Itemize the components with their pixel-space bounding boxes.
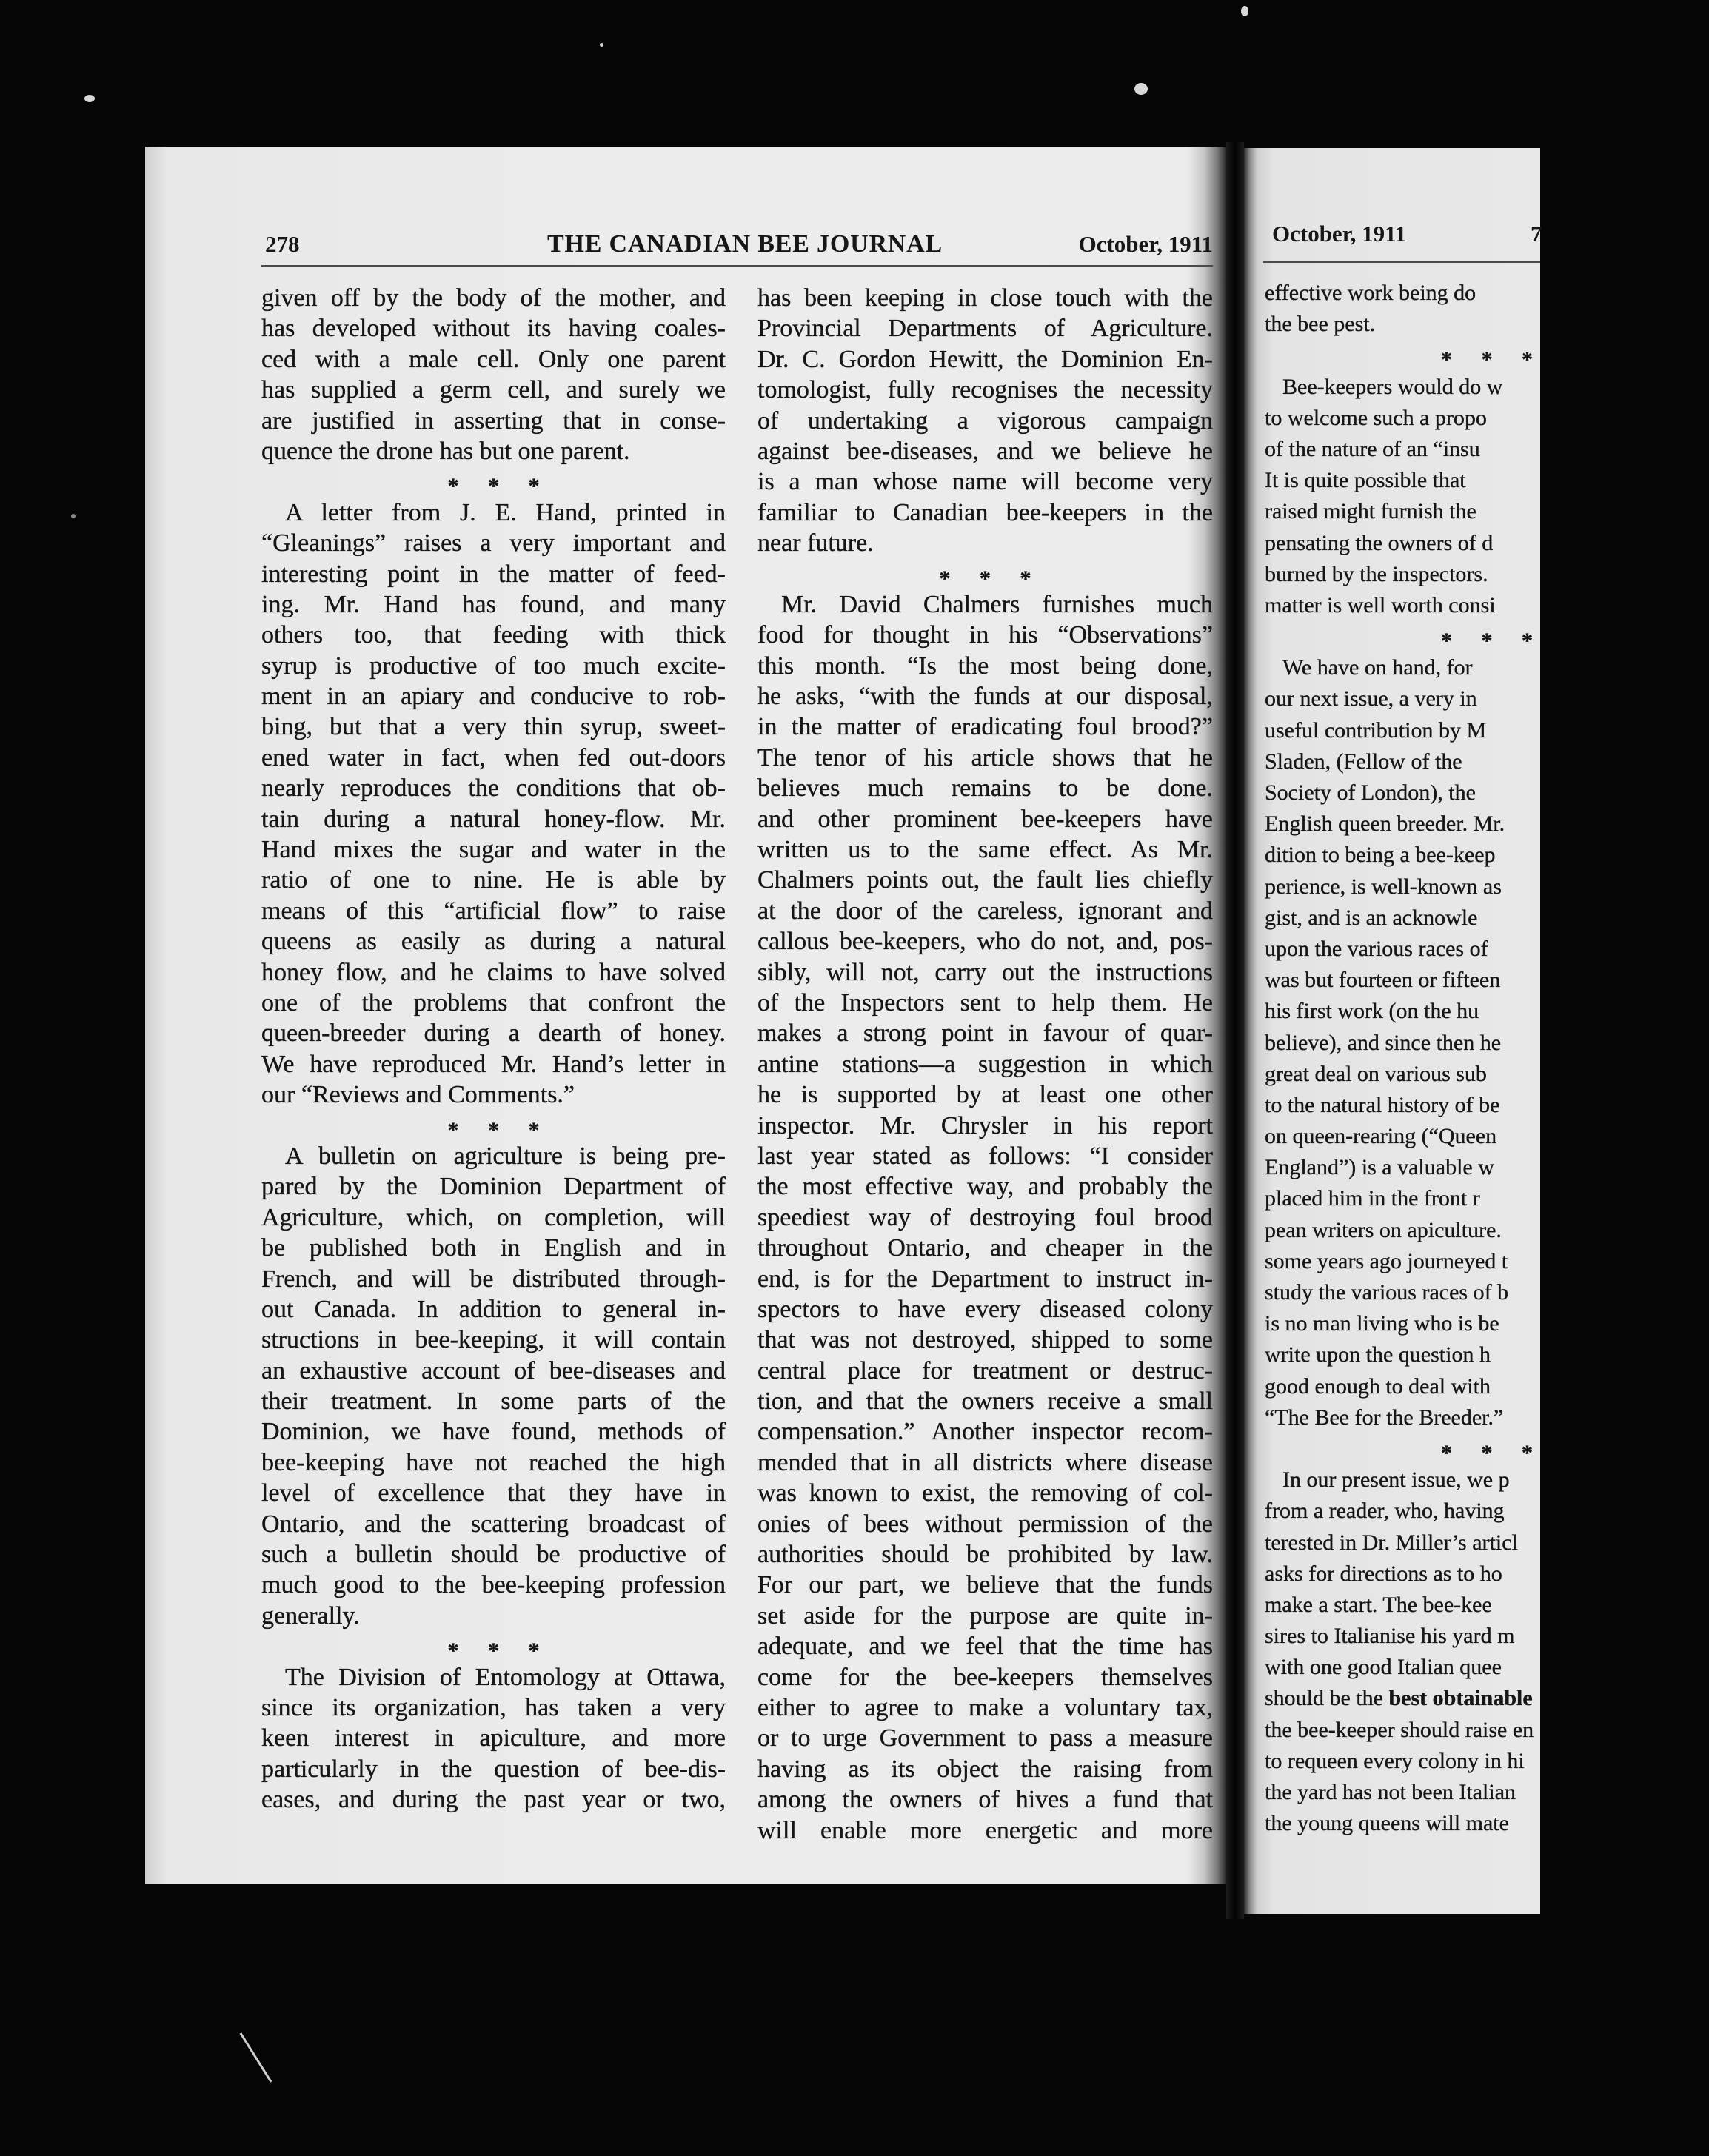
text-column-right <box>757 283 1213 1846</box>
text-line: useful contribution by M <box>1265 717 1487 743</box>
text-line: having as its object the raising from <box>757 1755 1213 1783</box>
text-line: nearly reproduces the conditions that ob- <box>261 774 726 803</box>
text-line: is a man whose name will become very <box>757 468 1213 496</box>
text-line: he asks, “with the funds at our disposal, <box>757 683 1213 711</box>
scan-speck <box>1241 6 1248 16</box>
text-line: antine stations—a suggestion in which <box>757 1050 1213 1078</box>
text-line: write upon the question h <box>1265 1342 1491 1367</box>
text-line: placed him in the front r <box>1265 1186 1480 1211</box>
text-line: Agriculture, which, on completion, will <box>261 1203 726 1231</box>
text-line: much good to the bee-keeping profession <box>261 1571 726 1599</box>
text-line: has developed without its having coales- <box>261 315 726 343</box>
text-line: at the door of the careless, ignorant and <box>757 897 1213 925</box>
left-page <box>145 147 1226 1884</box>
text-line: of undertaking a vigorous campaign <box>757 406 1213 435</box>
text-line: raised might furnish the <box>1265 499 1476 524</box>
text-line: one of the problems that confront the <box>261 988 726 1017</box>
text-line: Dr. C. Gordon Hewitt, the Dominion En- <box>757 345 1213 373</box>
text-line: The tenor of his article shows that he <box>757 743 1213 771</box>
text-line: ratio of one to nine. He is able by <box>261 866 726 894</box>
scan-speck <box>71 514 76 518</box>
text-line: Society of London), the <box>1265 780 1476 805</box>
right-page <box>1244 148 1540 1914</box>
paragraph <box>757 589 1213 1846</box>
text-line: sibly, will not, carry out the instructions <box>757 958 1213 986</box>
paragraph <box>1265 1464 1709 1839</box>
text-line: of the Inspectors sent to help them. He <box>757 988 1213 1017</box>
text-line: bee-keeping have not reached the high <box>261 1448 726 1476</box>
text-line: given off by the body of the mother, and <box>261 284 726 312</box>
text-line: In our present issue, we p <box>1282 1467 1510 1493</box>
text-line: particularly in the question of bee-dis- <box>261 1755 726 1783</box>
text-line: ced with a male cell. Only one parent <box>261 345 726 373</box>
text-line: eases, and during the past year or two, <box>261 1786 726 1814</box>
text-line: tomologist, fully recognises the necessity <box>757 376 1213 404</box>
text-line: such a bulletin should be productive of <box>261 1541 726 1569</box>
text-line: our next issue, a very in <box>1265 686 1477 712</box>
text-line: believes much remains to be done. <box>757 774 1213 803</box>
text-line: sires to Italianise his yard m <box>1265 1624 1515 1649</box>
text-line: For our part, we believe that the funds <box>757 1571 1213 1599</box>
text-line: inspector. Mr. Chrysler in his report <box>757 1111 1213 1139</box>
text-line: believe), and since then he <box>1265 1030 1502 1055</box>
text-line: end, is for the Department to instruct in- <box>757 1265 1213 1293</box>
text-line: on queen-rearing (“Queen <box>1265 1124 1497 1149</box>
text-line: upon the various races of <box>1265 936 1488 961</box>
text-line: speediest way of destroying foul brood <box>757 1203 1213 1231</box>
text-column-partial <box>1265 278 1709 1839</box>
text-line: It is quite possible that <box>1265 468 1466 493</box>
text-line: “Gleanings” raises a very important and <box>261 529 726 558</box>
section-separator: * * * <box>447 1638 540 1664</box>
text-line: the most effective way, and probably the <box>757 1173 1213 1201</box>
text-line: England”) is a valuable w <box>1265 1155 1494 1180</box>
section-separator: * * * <box>1441 347 1533 372</box>
text-line: French, and will be distributed through- <box>261 1265 726 1293</box>
scan-scratch <box>240 2032 272 2083</box>
text-line <box>1265 1683 1709 1714</box>
text-line: will enable more energetic and more <box>757 1816 1213 1844</box>
text-line: keen interest in apiculture, and more <box>261 1724 726 1752</box>
text-line: others too, that feeding with thick <box>261 621 726 649</box>
text-line: near future. <box>757 529 874 558</box>
scan-speck <box>1134 83 1148 95</box>
text-line: is no man living who is be <box>1265 1311 1499 1336</box>
text-line: bing, but that a very thin syrup, sweet- <box>261 713 726 741</box>
text-line: makes a strong point in favour of quar- <box>757 1020 1213 1048</box>
text-line: Provincial Departments of Agriculture. <box>757 315 1213 343</box>
section-separator: * * * <box>447 1117 540 1142</box>
text-line: terested in Dr. Miller’s articl <box>1265 1530 1518 1555</box>
text-line: the bee-keeper should raise en <box>1265 1717 1534 1742</box>
text-line: We have on hand, for <box>1282 655 1473 680</box>
text-line: Mr. David Chalmers furnishes much <box>781 590 1213 618</box>
issue-date: October, 1911 <box>1272 221 1407 247</box>
journal-title: THE CANADIAN BEE JOURNAL <box>547 230 943 258</box>
text-line: study the various races of b <box>1265 1280 1509 1305</box>
text-line: A bulletin on agriculture is being pre- <box>285 1142 726 1170</box>
text-line: structions in bee-keeping, it will contain <box>261 1326 726 1354</box>
text-run: should be the <box>1265 1686 1389 1711</box>
text-line: spectors to have every diseased colony <box>757 1295 1213 1323</box>
text-line: callous bee-keepers, who do not, and, pos- <box>757 928 1213 956</box>
text-line: tain during a natural honey-flow. Mr. <box>261 805 726 833</box>
text-line: or to urge Government to pass a measure <box>757 1724 1213 1752</box>
paragraph <box>1265 652 1709 1433</box>
text-line: queens as easily as during a natural <box>261 928 726 956</box>
text-line: some years ago journeyed t <box>1265 1248 1508 1273</box>
bold-phrase: best obtainable <box>1388 1686 1533 1711</box>
text-line: interesting point in the matter of feed- <box>261 560 726 588</box>
text-line: come for the bee-keepers themselves <box>757 1663 1213 1691</box>
section-separator: * * * <box>1441 629 1533 654</box>
text-line: was but fourteen or fifteen <box>1265 968 1501 993</box>
text-line: this month. “Is the most being done, <box>757 652 1213 680</box>
text-line: asks for directions as to ho <box>1265 1561 1502 1586</box>
text-line: to requeen every colony in hi <box>1265 1748 1525 1773</box>
text-line: the bee pest. <box>1265 312 1376 337</box>
text-line: food for thought in his “Observations” <box>757 621 1213 649</box>
scan-speck <box>600 43 603 47</box>
text-line: that was not destroyed, shipped to some <box>757 1326 1213 1354</box>
text-line: A letter from J. E. Hand, printed in <box>285 498 726 526</box>
header-rule <box>261 265 1213 267</box>
text-line: pared by the Dominion Department of <box>261 1173 726 1201</box>
text-line: adequate, and we feel that the time has <box>757 1633 1213 1661</box>
text-line: syrup is productive of too much excite- <box>261 652 726 680</box>
text-line: be published both in English and in <box>261 1234 726 1262</box>
text-line: written us to the same effect. As Mr. <box>757 836 1213 864</box>
text-line: the young queens will mate <box>1265 1811 1509 1836</box>
text-line: among the owners of hives a fund that <box>757 1786 1213 1814</box>
paragraph <box>261 1141 726 1631</box>
text-line: are justified in asserting that in conse- <box>261 406 726 435</box>
text-line: make a start. The bee-kee <box>1265 1592 1492 1617</box>
text-line: perience, is well-known as <box>1265 874 1502 899</box>
text-line: We have reproduced Mr. Hand’s letter in <box>261 1050 726 1078</box>
text-line: he is supported by at least one other <box>757 1081 1213 1109</box>
issue-date: October, 1911 <box>1078 231 1213 257</box>
text-line: from a reader, who, having <box>1265 1499 1505 1524</box>
text-line: his first work (on the hu <box>1265 999 1479 1024</box>
text-line: an exhaustive account of bee-diseases and <box>261 1356 726 1385</box>
text-line: generally. <box>261 1601 360 1630</box>
text-line: in the matter of eradicating foul brood?” <box>757 713 1213 741</box>
text-line: central place for treatment or destruc- <box>757 1356 1213 1385</box>
paragraph <box>757 283 1213 559</box>
page-number-fragment: 7 <box>1531 221 1542 247</box>
scan-speck <box>84 95 95 102</box>
text-line: to welcome such a propo <box>1265 405 1487 430</box>
text-line: burned by the inspectors. <box>1265 561 1488 586</box>
text-line: English queen breeder. Mr. <box>1265 811 1505 837</box>
section-separator: * * * <box>939 566 1031 591</box>
text-line: Ontario, and the scattering broadcast of <box>261 1510 726 1538</box>
text-line: matter is well worth consi <box>1265 592 1496 617</box>
text-line: since its organization, has taken a very <box>261 1693 726 1721</box>
text-line: familiar to Canadian bee-keepers in the <box>757 498 1213 526</box>
text-line: quence the drone has but one parent. <box>261 437 630 465</box>
section-separator: * * * <box>447 474 540 499</box>
text-line: “The Bee for the Breeder.” <box>1265 1405 1504 1430</box>
text-line: compensation.” Another inspector recom- <box>757 1418 1213 1446</box>
text-line: tion, and that the owners receive a small <box>757 1387 1213 1416</box>
text-line: effective work being do <box>1265 281 1476 305</box>
text-line: good enough to deal with <box>1265 1373 1491 1399</box>
text-line: onies of bees without permission of the <box>757 1510 1213 1538</box>
text-line: to the natural history of be <box>1265 1092 1500 1117</box>
text-line: Chalmers points out, the fault lies chiefly <box>757 866 1213 894</box>
text-line: queen-breeder during a dearth of honey. <box>261 1020 726 1048</box>
text-line: Sladen, (Fellow of the <box>1265 749 1462 774</box>
text-line: ing. Mr. Hand has found, and many <box>261 590 726 618</box>
text-line: has supplied a germ cell, and surely we <box>261 376 726 404</box>
section-separator: * * * <box>1441 1440 1533 1465</box>
text-line: the yard has not been Italian <box>1265 1780 1516 1804</box>
text-line: great deal on various sub <box>1265 1061 1487 1086</box>
text-line: gist, and is an acknowle <box>1265 905 1478 930</box>
paragraph <box>261 283 726 466</box>
text-line: Hand mixes the sugar and water in the <box>261 836 726 864</box>
page-number: 278 <box>265 231 300 257</box>
text-line: level of excellence that they have in <box>261 1479 726 1507</box>
book-spine-gutter <box>1226 142 1244 1919</box>
text-line: was known to exist, the removing of col- <box>757 1479 1213 1507</box>
text-line: pensating the owners of d <box>1265 530 1494 555</box>
text-line: authorities should be prohibited by law. <box>757 1541 1213 1569</box>
text-line: their treatment. In some parts of the <box>261 1387 726 1416</box>
text-line: set aside for the purpose are quite in- <box>757 1601 1213 1630</box>
text-line: dition to being a bee-keep <box>1265 843 1496 868</box>
text-line: honey flow, and he claims to have solved <box>261 958 726 986</box>
header-rule <box>1263 261 1540 263</box>
text-line: pean writers on apiculture. <box>1265 1217 1502 1242</box>
text-column-left <box>261 283 726 1815</box>
text-line: either to agree to make a voluntary tax, <box>757 1693 1213 1721</box>
text-line: last year stated as follows: “I consider <box>757 1142 1213 1170</box>
text-line: Bee-keepers would do w <box>1282 374 1503 399</box>
paragraph <box>261 498 726 1111</box>
text-line: of the nature of an “insu <box>1265 436 1480 461</box>
text-line: with one good Italian quee <box>1265 1655 1502 1680</box>
paragraph <box>1265 372 1709 622</box>
text-line: our “Reviews and Comments.” <box>261 1081 575 1109</box>
text-line: ened water in fact, when fed out-doors <box>261 743 726 771</box>
text-line: means of this “artificial flow” to raise <box>261 897 726 925</box>
text-line: and other prominent bee-keepers have <box>757 805 1213 833</box>
text-line: mended that in all districts where disease <box>757 1448 1213 1476</box>
text-line: ment in an apiary and conducive to rob- <box>261 683 726 711</box>
paragraph <box>261 1662 726 1815</box>
text-line: out Canada. In addition to general in- <box>261 1295 726 1323</box>
text-line: Dominion, we have found, methods of <box>261 1418 726 1446</box>
text-line: throughout Ontario, and cheaper in the <box>757 1234 1213 1262</box>
text-line: The Division of Entomology at Ottawa, <box>285 1663 726 1691</box>
text-line: against bee-diseases, and we believe he <box>757 437 1213 465</box>
text-line: has been keeping in close touch with the <box>757 284 1213 312</box>
paragraph <box>1265 278 1709 340</box>
